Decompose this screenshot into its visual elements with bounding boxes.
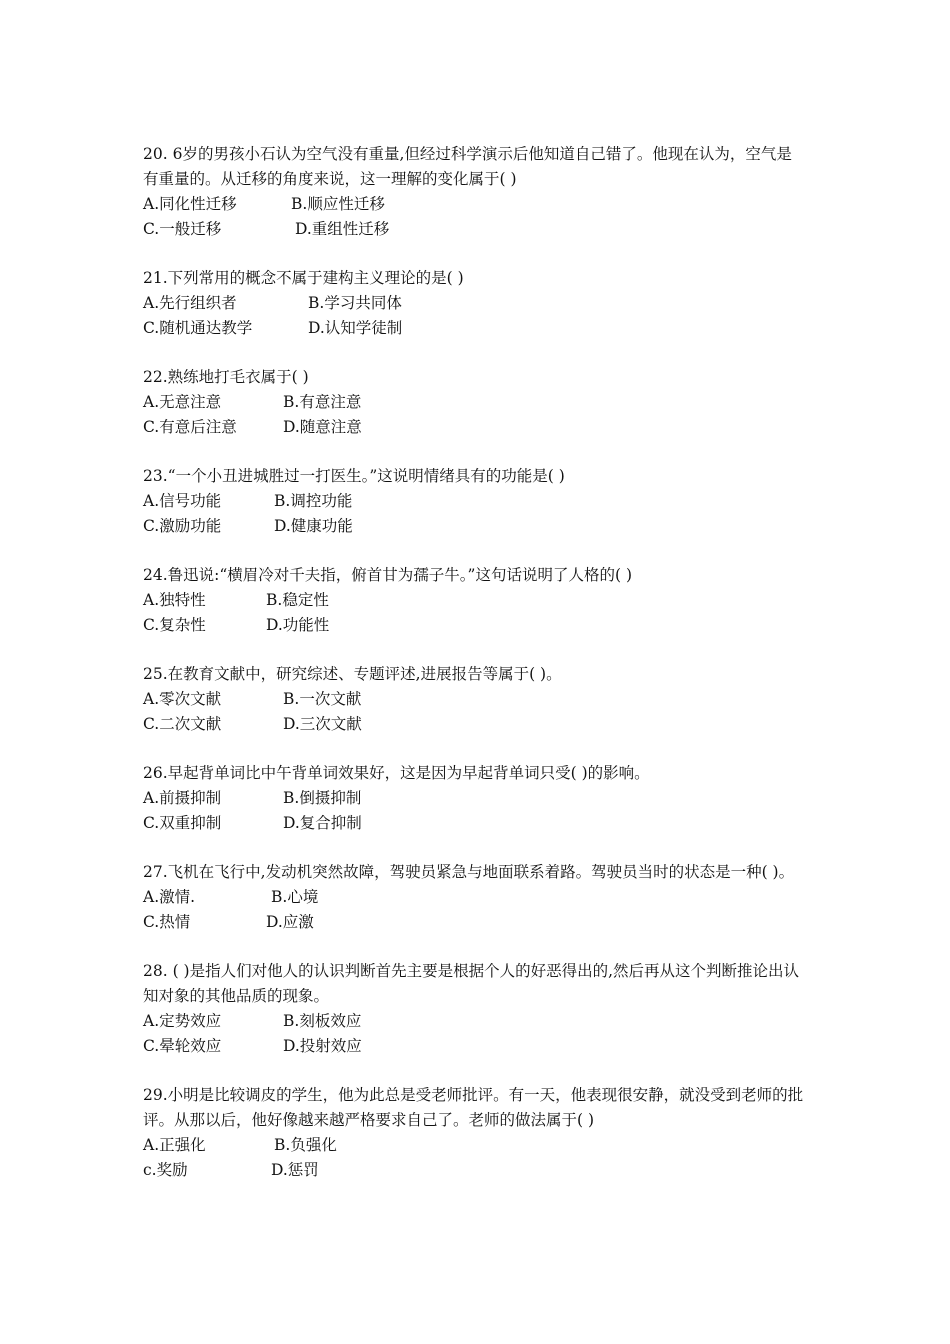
option-c: c.奖励	[143, 1161, 188, 1179]
option-c: C.激励功能	[143, 517, 222, 535]
option-row	[143, 514, 807, 539]
question-stem: 21.下列常用的概念不属于建构主义理论的是( )	[143, 269, 464, 287]
option-a: A.零次文献	[143, 690, 222, 708]
question-24	[143, 563, 807, 638]
question-stem: 25.在教育文献中，研究综述、专题评述,进展报告等属于( )。	[143, 665, 562, 683]
question-stem: 26.早起背单词比中午背单词效果好，这是因为早起背单词只受( )的影响。	[143, 764, 650, 782]
option-c: C.有意后注意	[143, 418, 237, 436]
option-row	[143, 1009, 807, 1034]
question-21	[143, 266, 807, 341]
option-a: A.无意注意	[143, 393, 222, 411]
option-d: D.应激	[266, 913, 314, 931]
option-d: D.随意注意	[283, 418, 362, 436]
option-row	[143, 687, 807, 712]
question-20	[143, 142, 807, 242]
option-d: D.投射效应	[283, 1037, 362, 1055]
option-row	[143, 415, 807, 440]
question-stem: 22.熟练地打毛衣属于( )	[143, 368, 309, 386]
option-b: B.调控功能	[274, 492, 353, 510]
option-row	[143, 910, 807, 935]
option-d: D.健康功能	[274, 517, 353, 535]
option-d: D.认知学徒制	[308, 319, 403, 337]
option-b: B.学习共同体	[308, 294, 402, 312]
option-c: C.随机通达教学	[143, 319, 253, 337]
option-row	[143, 192, 807, 217]
option-a: A.信号功能	[143, 492, 222, 510]
option-a: A.同化性迁移	[143, 195, 237, 213]
option-row	[143, 811, 807, 836]
option-row	[143, 613, 807, 638]
option-b: B.稳定性	[266, 591, 329, 609]
question-29	[143, 1083, 807, 1183]
option-b: B.倒摄抑制	[283, 789, 362, 807]
option-c: C.热情	[143, 913, 191, 931]
option-row	[143, 390, 807, 415]
option-c: C.一般迁移	[143, 220, 222, 238]
option-a: A.先行组织者	[143, 294, 237, 312]
option-a: A.独特性	[143, 591, 206, 609]
question-stem: 28. ( )是指人们对他人的认识判断首先主要是根据个人的好恶得出的,然后再从这个判断推论出认知对象的其他品质的现象。	[143, 962, 800, 1005]
option-row	[143, 291, 807, 316]
option-c: C.二次文献	[143, 715, 222, 733]
question-stem: 29.小明是比较调皮的学生，他为此总是受老师批评。有一天，他表现很安静，就没受到老师的批评。从那以后，他好像越来越严格要求自己了。老师的做法属于( )	[143, 1086, 804, 1129]
option-row	[143, 786, 807, 811]
option-row	[143, 588, 807, 613]
option-b: B.一次文献	[283, 690, 362, 708]
option-row	[143, 217, 807, 242]
option-a: A.前摄抑制	[143, 789, 222, 807]
question-22	[143, 365, 807, 440]
document-page	[143, 142, 807, 1207]
question-23	[143, 464, 807, 539]
option-c: C.复杂性	[143, 616, 206, 634]
option-d: D.三次文献	[283, 715, 362, 733]
option-d: D.惩罚	[271, 1161, 319, 1179]
option-row	[143, 1133, 807, 1158]
option-d: D.功能性	[266, 616, 330, 634]
option-b: B.负强化	[274, 1136, 337, 1154]
option-row	[143, 712, 807, 737]
question-stem: 27.飞机在飞行中,发动机突然故障，驾驶员紧急与地面联系着路。驾驶员当时的状态是一种( )。	[143, 863, 795, 881]
option-d: D.重组性迁移	[295, 220, 390, 238]
question-26	[143, 761, 807, 836]
option-c: C.双重抑制	[143, 814, 222, 832]
option-row	[143, 489, 807, 514]
option-row	[143, 316, 807, 341]
option-a: A.激情.	[143, 888, 196, 906]
option-b: B.刻板效应	[283, 1012, 362, 1030]
question-28	[143, 959, 807, 1059]
question-25	[143, 662, 807, 737]
option-row	[143, 1158, 807, 1183]
question-stem: 23.“一个小丑进城胜过一打医生。”这说明情绪具有的功能是( )	[143, 467, 565, 485]
question-27	[143, 860, 807, 935]
option-d: D.复合抑制	[283, 814, 362, 832]
option-row	[143, 885, 807, 910]
option-b: B.顺应性迁移	[291, 195, 385, 213]
option-a: A.定势效应	[143, 1012, 222, 1030]
option-c: C.晕轮效应	[143, 1037, 222, 1055]
option-b: B.心境	[271, 888, 319, 906]
question-stem: 20. 6岁的男孩小石认为空气没有重量,但经过科学演示后他知道自己错了。他现在认为，空气是有重量的。从迁移的角度来说，这一理解的变化属于( )	[143, 145, 792, 188]
option-a: A.正强化	[143, 1136, 206, 1154]
option-row	[143, 1034, 807, 1059]
option-b: B.有意注意	[283, 393, 362, 411]
question-stem: 24.鲁迅说:“横眉冷对千夫指，俯首甘为孺子牛。”这句话说明了人格的( )	[143, 566, 632, 584]
